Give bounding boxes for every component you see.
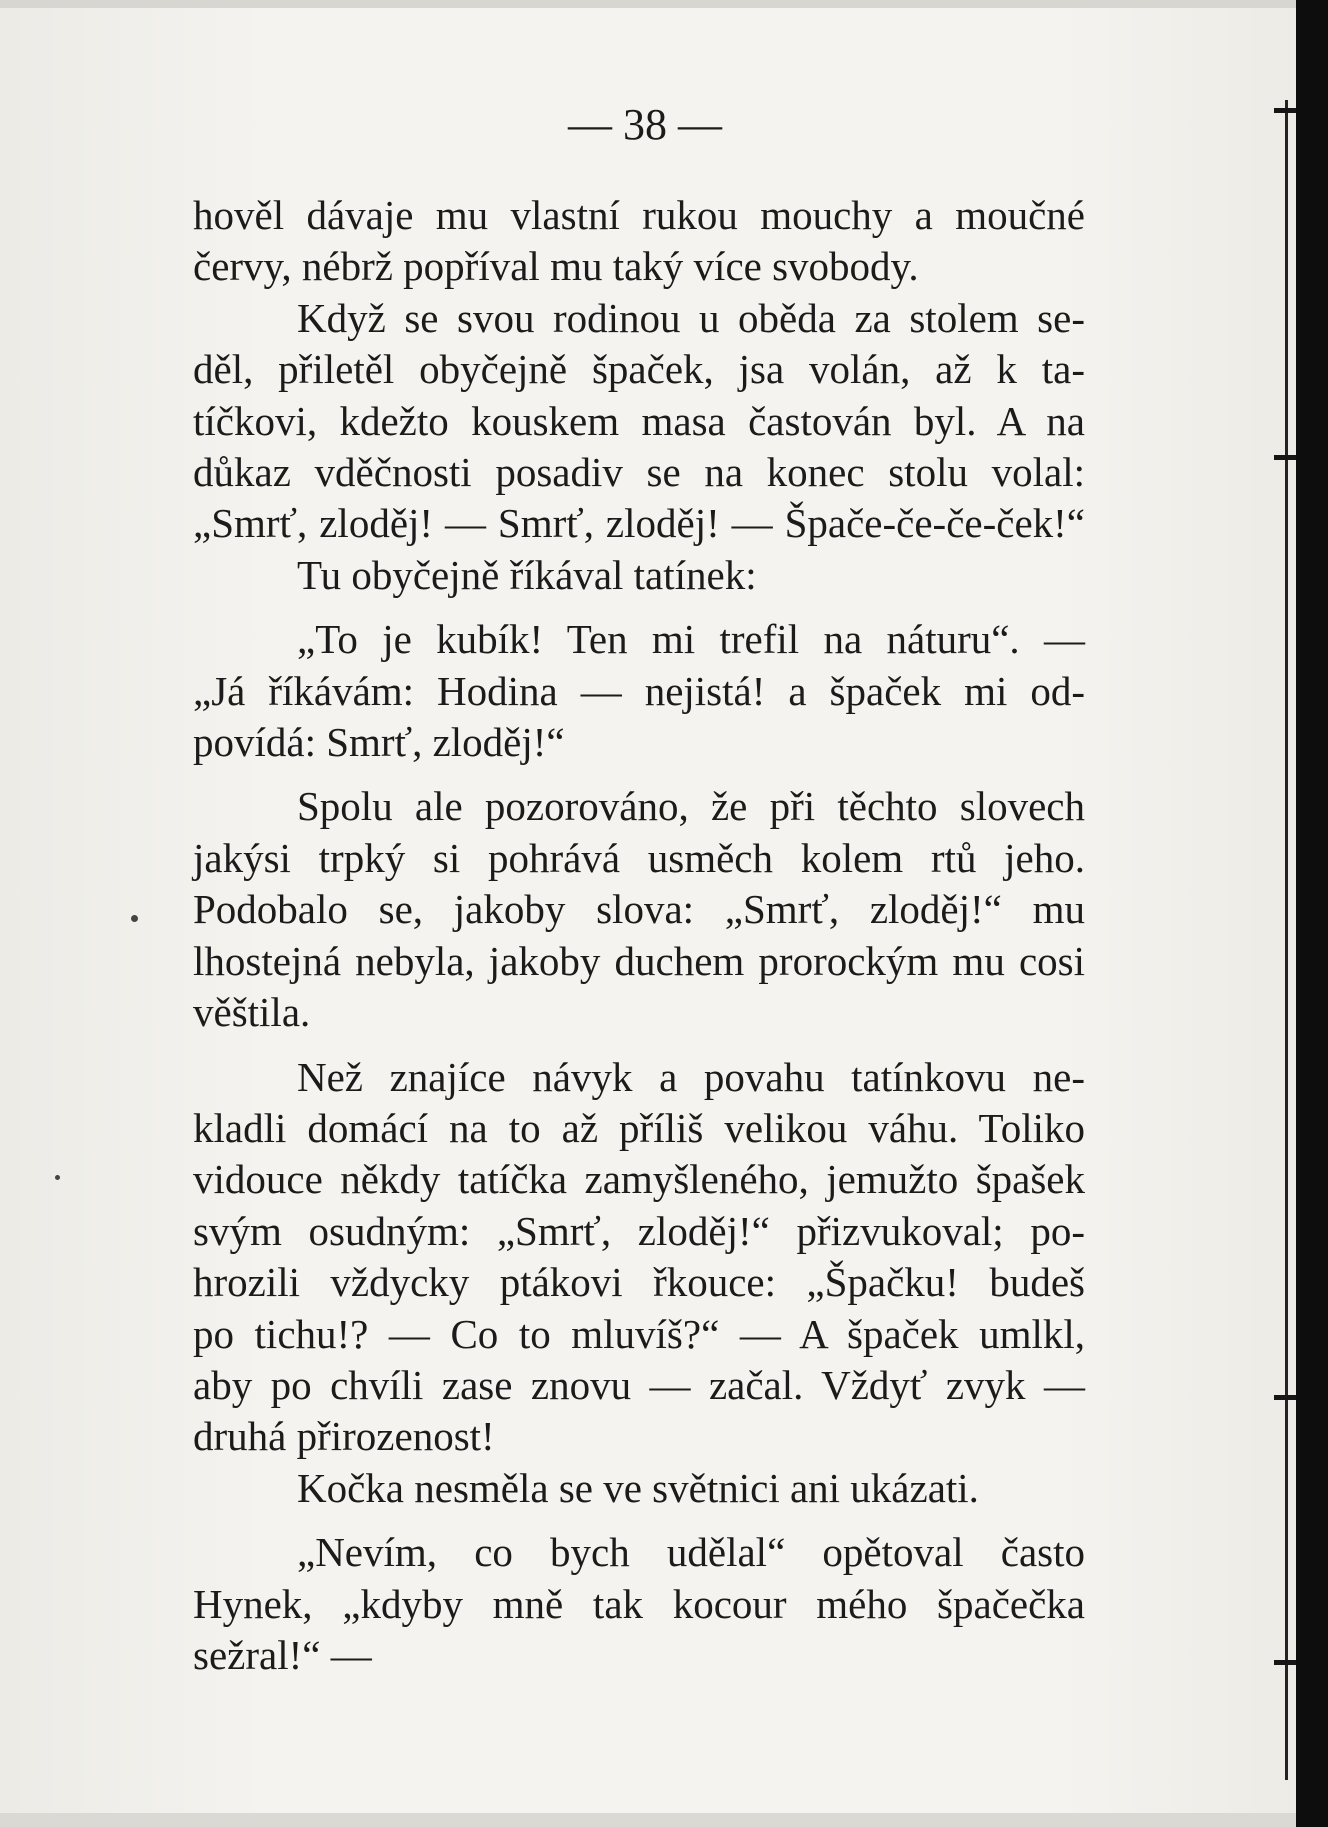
text-line: lhostejná nebyla, jakoby duchem prorockým mu cosi: [193, 937, 1085, 984]
text-line: „Smrť, zloděj! — Smrť, zloděj! — Špače-če-če-ček!“: [193, 500, 1085, 547]
text-line: věštila.: [193, 989, 311, 1036]
text-line: hověl dávaje mu vlastní rukou mouchy a moučné: [193, 192, 1085, 238]
spine-tick: [1274, 1395, 1296, 1400]
text-line: Než znajíce návyk a povahu tatínkovu ne-: [297, 1053, 1085, 1100]
page-top-edge: [0, 0, 1296, 8]
ink-speck: [55, 1175, 60, 1180]
spine-tick: [1274, 1660, 1296, 1665]
text-line: „Já říkávám: Hodina — nejistá! a špaček mi od-: [193, 667, 1085, 714]
text-line: děl, přiletěl obyčejně špaček, jsa volán, až k ta-: [193, 346, 1085, 393]
text-line: hrozili vždycky ptákovi řkouce: „Špačku! budeš: [193, 1259, 1085, 1306]
ink-speck: [131, 915, 138, 922]
text-line: důkaz vděčnosti posadiv se na konec stolu volal:: [193, 449, 1085, 496]
text-line: Podobalo se, jakoby slova: „Smrť, zloděj!“ mu: [193, 886, 1085, 933]
text-line: Tu obyčejně říkával tatínek:: [297, 551, 757, 598]
text-line: Kočka nesměla se ve světnici ani ukázati.: [297, 1464, 979, 1511]
text-line: Když se svou rodinou u oběda za stolem se-: [297, 294, 1085, 341]
text-line: Spolu ale pozorováno, že při těchto slovech: [297, 783, 1085, 830]
binding-edge: [1296, 0, 1328, 1827]
text-line: vidouce někdy tatíčka zamyšleného, jemužto špašek: [193, 1156, 1085, 1203]
text-line: aby po chvíli zase znovu — začal. Vždyť zvyk —: [193, 1361, 1085, 1408]
text-line: Hynek, „kdyby mně tak kocour mého špačečka: [193, 1580, 1085, 1627]
text-line: červy, nébrž popříval mu taký více svobody.: [193, 243, 919, 290]
text-line: druhá přirozenost!: [193, 1413, 495, 1460]
page-bottom-edge: [0, 1813, 1296, 1827]
page-number: — 38 —: [568, 100, 722, 149]
body-text: [193, 190, 1085, 1681]
text-line: tíčkovi, kdežto kouskem masa častován byl. A na: [193, 397, 1085, 444]
spine-line: [1285, 100, 1288, 1780]
text-line: svým osudným: „Smrť, zloděj!“ přizvukoval; po-: [193, 1207, 1085, 1254]
text-line: povídá: Smrť, zloděj!“: [193, 719, 565, 766]
text-line: „To je kubík! Ten mi trefil na náturu“. —: [297, 616, 1085, 663]
text-line: po tichu!? — Co to mluvíš?“ — A špaček umlkl,: [193, 1310, 1085, 1357]
text-line: kladli domácí na to až příliš velikou váhu. Toliko: [193, 1104, 1085, 1151]
text-line: „Nevím, co bych udělal“ opětoval často: [297, 1529, 1085, 1576]
text-line: sežral!“ —: [193, 1631, 372, 1678]
text-line: jakýsi trpký si pohrává usměch kolem rtů jeho.: [193, 834, 1085, 881]
spine-tick: [1274, 455, 1296, 460]
